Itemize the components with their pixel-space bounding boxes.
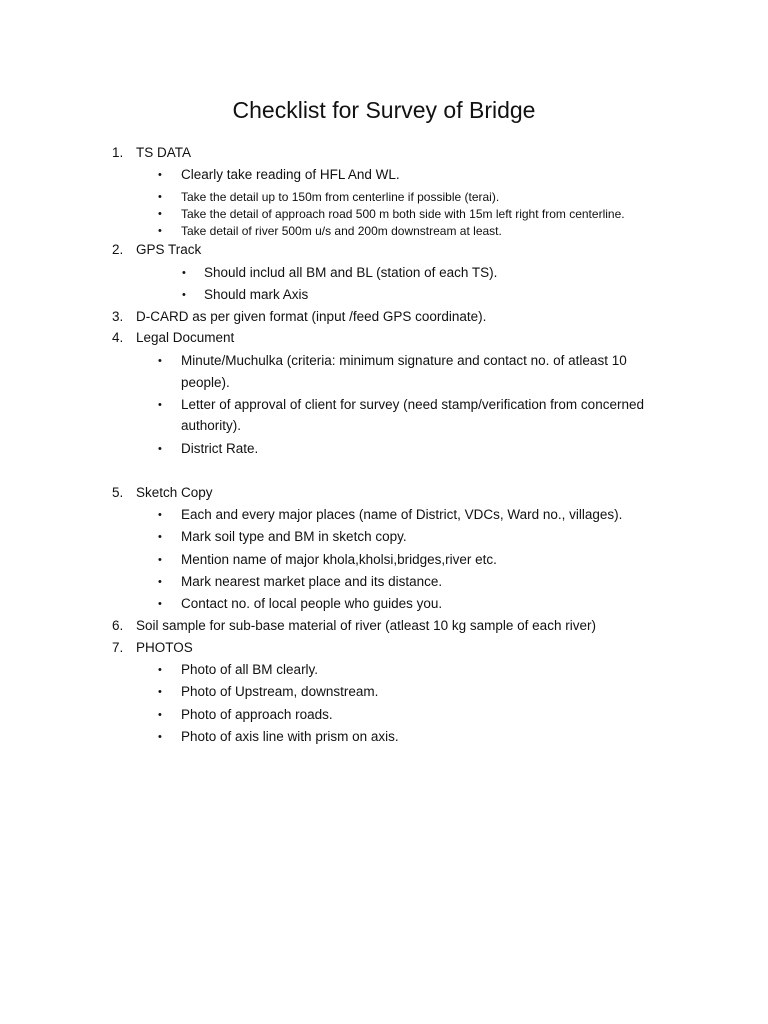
bullet-icon: • [158, 225, 162, 237]
section-heading: TS DATA [136, 145, 192, 160]
section-number: 4. [112, 330, 124, 345]
list-item-text: Photo of axis line with prism on axis. [181, 729, 399, 744]
section-heading: D-CARD as per given format (input /feed GPS coordinate). [136, 309, 487, 324]
list-item-text: people). [181, 375, 230, 390]
bullet-icon: • [158, 208, 162, 220]
section-number: 6. [112, 618, 124, 633]
list-item-text: Should mark Axis [204, 287, 309, 302]
section-number: 3. [112, 309, 124, 324]
list-item-text: Take detail of river 500m u/s and 200m downstream at least. [181, 224, 502, 238]
list-item-text: Should includ all BM and BL (station of each TS). [204, 265, 498, 280]
list-item-text: Letter of approval of client for survey (need stamp/verification from concerned [181, 397, 644, 412]
section-heading: Soil sample for sub-base material of river (atleast 10 kg sample of each river) [136, 618, 596, 633]
section-heading: Legal Document [136, 330, 235, 345]
section-number: 1. [112, 145, 124, 160]
bullet-icon: • [158, 664, 162, 676]
page-title: Checklist for Survey of Bridge [232, 97, 536, 123]
bullet-icon: • [158, 399, 162, 411]
bullet-icon: • [158, 443, 162, 455]
section-heading: Sketch Copy [136, 485, 213, 500]
list-item-text: District Rate. [181, 441, 259, 456]
bullet-icon: • [158, 191, 162, 203]
bullet-icon: • [158, 709, 162, 721]
section-number: 2. [112, 242, 124, 257]
list-item-text: Each and every major places (name of District, VDCs, Ward no., villages). [181, 507, 623, 522]
list-item-text: Mark nearest market place and its distance. [181, 574, 443, 589]
section-number: 5. [112, 485, 124, 500]
list-item-text: Take the detail of approach road 500 m both side with 15m left right from centerline. [181, 207, 625, 221]
bullet-icon: • [158, 731, 162, 743]
list-item-text: Photo of all BM clearly. [181, 662, 319, 677]
bullet-icon: • [158, 355, 162, 367]
list-item-text: Contact no. of local people who guides you. [181, 596, 443, 611]
section-heading: GPS Track [136, 242, 202, 257]
list-item-text: Clearly take reading of HFL And WL. [181, 167, 400, 182]
bullet-icon: • [158, 509, 162, 521]
list-item-text: Mark soil type and BM in sketch copy. [181, 529, 407, 544]
list-item-text: Photo of approach roads. [181, 707, 333, 722]
list-item-text: Photo of Upstream, downstream. [181, 684, 379, 699]
bullet-icon: • [158, 531, 162, 543]
section-number: 7. [112, 640, 124, 655]
bullet-icon: • [158, 576, 162, 588]
bullet-icon: • [158, 169, 162, 181]
bullet-icon: • [158, 554, 162, 566]
list-item-text: Take the detail up to 150m from centerline if possible (terai). [181, 190, 500, 204]
bullet-icon: • [158, 686, 162, 698]
section-heading: PHOTOS [136, 640, 193, 655]
bullet-icon: • [182, 289, 186, 301]
bullet-icon: • [158, 598, 162, 610]
list-item-text: authority). [181, 418, 242, 433]
list-item-text: Minute/Muchulka (criteria: minimum signature and contact no. of atleast 10 [181, 353, 627, 368]
list-item-text: Mention name of major khola,kholsi,bridges,river etc. [181, 552, 497, 567]
bullet-icon: • [182, 267, 186, 279]
